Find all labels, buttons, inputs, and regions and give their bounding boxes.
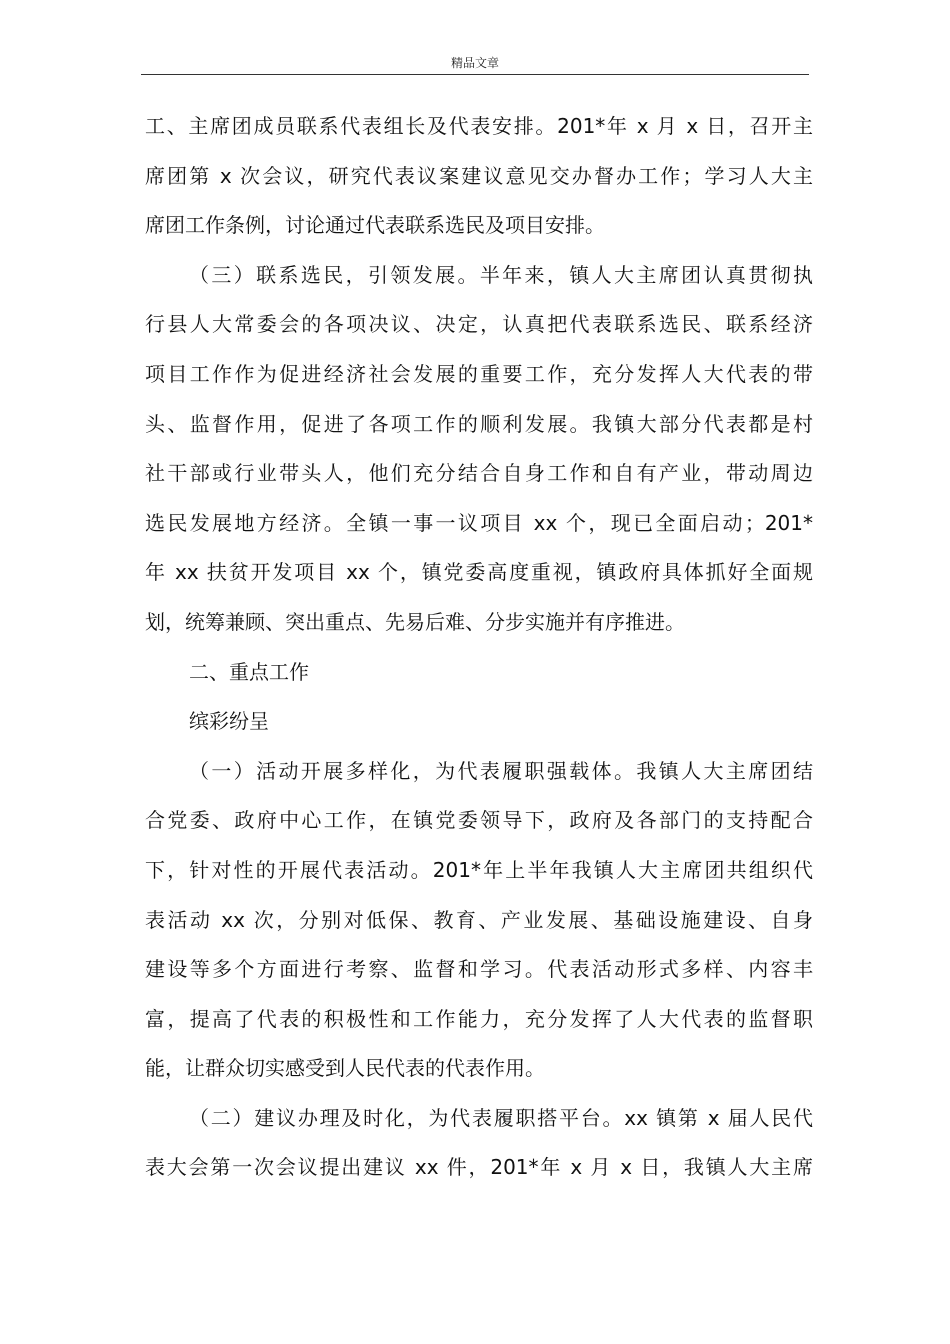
document-body [145,102,813,1193]
text-line: 社干部或行业带头人，他们充分结合自身工作和自有产业，带动周边 [145,461,813,486]
text-line: 建设等多个方面进行考察、监督和学习。代表活动形式多样、内容丰 [145,957,813,982]
text-line: （二）建议办理及时化，为代表履职搭平台。xx 镇第 x 届人民代 [189,1105,813,1130]
text-line: 富，提高了代表的积极性和工作能力，充分发挥了人大代表的监督职 [145,1006,813,1031]
text-line: 表大会第一次会议提出建议 xx 件，201*年 x 月 x 日，我镇人大主席 [145,1155,813,1180]
text-line: 工、主席团成员联系代表组长及代表安排。201*年 x 月 x 日，召开主 [145,114,813,138]
text-line: 能，让群众切实感受到人民代表的代表作用。 [145,1056,545,1081]
page-header [141,52,809,75]
text-line: 行县人大常委会的各项决议、决定，认真把代表联系选民、联系经济 [145,312,813,337]
text-line: 选民发展地方经济。全镇一事一议项目 xx 个，现已全面启动；201* [145,510,813,535]
text-line: （一）活动开展多样化，为代表履职强载体。我镇人大主席团结 [189,758,813,783]
text-line: 头、监督作用，促进了各项工作的顺利发展。我镇大部分代表都是村 [145,411,813,436]
text-line: 缤彩纷呈 [189,709,269,734]
text-line: 下，针对性的开展代表活动。201*年上半年我镇人大主席团共组织代 [145,857,813,882]
text-line: 二、重点工作 [189,659,309,684]
text-line: 合党委、政府中心工作，在镇党委领导下，政府及各部门的支持配合 [145,808,813,833]
text-line: 席团工作条例，讨论通过代表联系选民及项目安排。 [145,213,605,238]
text-line: （三）联系选民，引领发展。半年来，镇人大主席团认真贯彻执 [189,262,813,287]
text-line: 划，统筹兼顾、突出重点、先易后难、分步实施并有序推进。 [145,609,685,634]
header-title: 精品文章 [450,56,499,70]
text-line: 表活动 xx 次，分别对低保、教育、产业发展、基础设施建设、自身 [145,907,813,932]
text-line: 席团第 x 次会议，研究代表议案建议意见交办督办工作；学习人大主 [145,163,813,188]
text-line: 年 xx 扶贫开发项目 xx 个，镇党委高度重视，镇政府具体抓好全面规 [145,560,813,585]
text-line: 项目工作作为促进经济社会发展的重要工作，充分发挥人大代表的带 [145,361,813,386]
